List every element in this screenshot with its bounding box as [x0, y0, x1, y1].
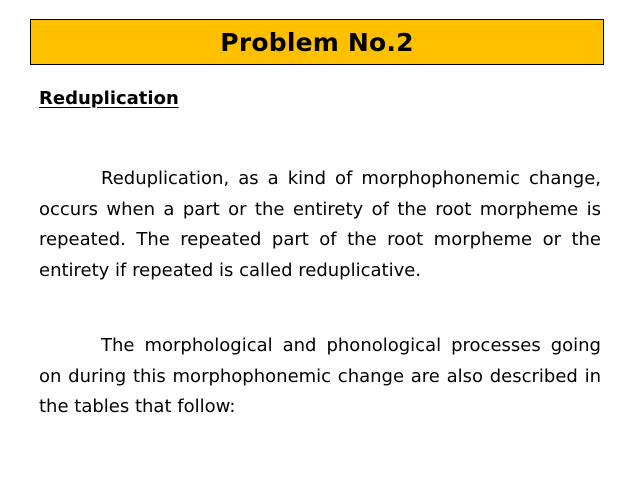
section-heading: Reduplication: [39, 88, 179, 109]
slide-title: Problem No.2: [220, 27, 414, 57]
paragraph-1-text: Reduplication, as a kind of morphophonemic change, occurs when a part or the entirety of the root morpheme is repeated. The repeated part of the root morpheme or the entirety if repeated is called reduplicative.: [39, 168, 601, 281]
paragraph-2-text: The morphological and phonological processes going on during this morphophonemic change are also described in the tables that follow:: [39, 335, 601, 417]
paragraph-1: [39, 164, 601, 286]
paragraph-2: [39, 331, 601, 423]
title-banner: [30, 19, 604, 65]
